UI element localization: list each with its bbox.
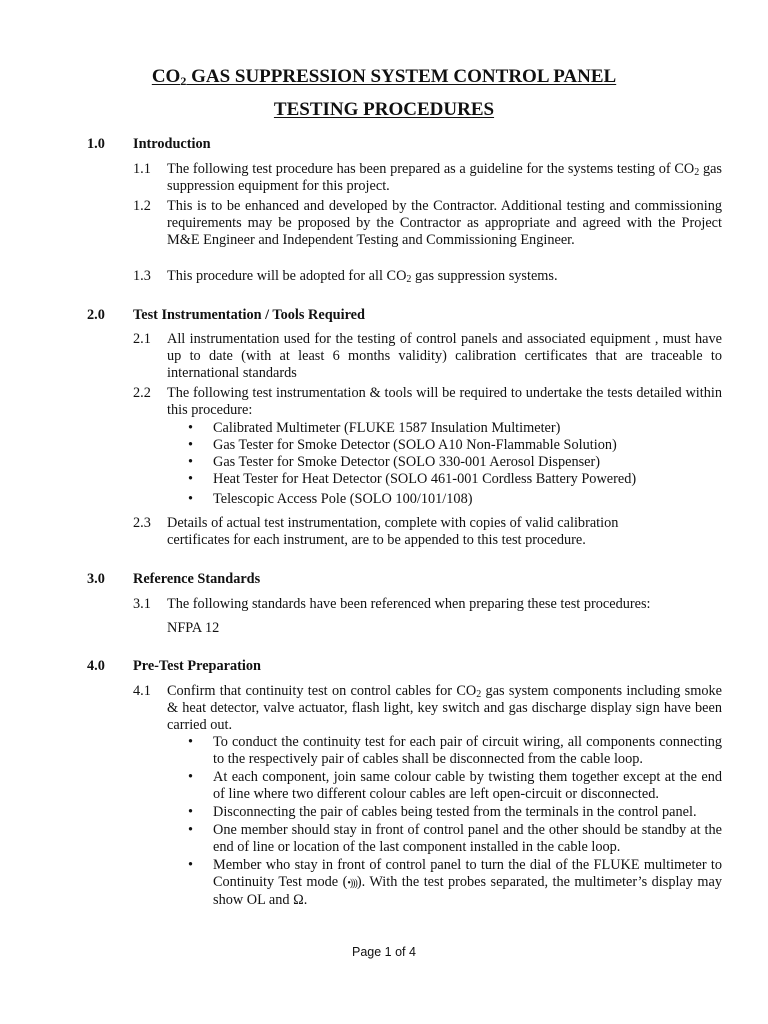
section-number: 1.0 <box>87 136 105 152</box>
list-item: • At each component, join same colour cable by twisting them together except at the end of line where two different colour cables are left open-circuit or disconnected. <box>188 769 722 802</box>
section-heading: Reference Standards <box>133 571 261 587</box>
list-item: • Heat Tester for Heat Detector (SOLO 461-001 Cordless Battery Powered) <box>188 471 637 487</box>
item-number: 4.1 <box>133 683 151 699</box>
reference-standard: NFPA 12 <box>167 620 220 636</box>
section-heading: Test Instrumentation / Tools Required <box>133 307 365 323</box>
document-title-line-1: $CO_2$ GAS SUPPRESSION SYSTEM CONTROL PANEL <box>151 66 617 88</box>
section-number: 3.0 <box>87 571 105 587</box>
list-item: • Disconnecting the pair of cables being tested from the terminals in the control panel. <box>188 804 697 820</box>
item-number: 2.2 <box>133 385 151 401</box>
bullet-icon: • <box>188 734 194 750</box>
paragraph: The following standards have been referenced when preparing these test procedures: <box>167 596 651 612</box>
continuity-icon: •))) <box>347 878 357 889</box>
bullet-icon: • <box>188 822 194 838</box>
section-heading: Introduction <box>133 136 211 152</box>
page-number: Page 1 of 4 <box>352 945 416 959</box>
item-number: 3.1 <box>133 596 151 612</box>
paragraph: This procedure will be adopted for all $CO_2$ gas suppression systems. <box>167 268 558 285</box>
list-item: • One member should stay in front of control panel and the other should be standby at the end of line or location of the last component installed in the cable loop. <box>188 822 722 855</box>
procedure-steps-list <box>188 734 722 909</box>
item-number: 1.2 <box>133 198 151 214</box>
instrument-list <box>188 420 722 508</box>
document-title-line-2: TESTING PROCEDURES <box>273 99 495 120</box>
bullet-icon: • <box>188 420 194 436</box>
section-heading: Pre-Test Preparation <box>133 658 261 674</box>
paragraph: All instrumentation used for the testing of control panels and associated equipment , must have up to date (with at least 6 months validity) calibration certificates that are traceable to international standards <box>167 331 722 381</box>
paragraph: Confirm that continuity test on control cables for $CO_2$ gas system components including smoke & heat detector, valve actuator, flash light, key switch and gas discharge display sign have been carried out. <box>167 683 722 733</box>
list-item: • To conduct the continuity test for each pair of circuit wiring, all components connecting to the respectively pair of cables shall be disconnected from the cable loop. <box>188 734 722 767</box>
bullet-icon: • <box>188 491 194 507</box>
item-number: 1.3 <box>133 268 151 284</box>
bullet-icon: • <box>188 769 194 785</box>
paragraph: The following test procedure has been prepared as a guideline for the systems testing of $CO_2$ gas suppression equipment for this project. <box>167 161 722 194</box>
item-number: 1.1 <box>133 161 151 177</box>
paragraph: The following test instrumentation & tools will be required to undertake the tests detailed within this procedure: <box>167 385 722 418</box>
section-number: 2.0 <box>87 307 105 323</box>
bullet-icon: • <box>188 857 194 873</box>
item-number: 2.1 <box>133 331 151 347</box>
bullet-icon: • <box>188 471 194 487</box>
paragraph: Details of actual test instrumentation, complete with copies of valid calibration certificates for each instrument, are to be appended to this test procedure. <box>167 515 619 548</box>
list-item: • Calibrated Multimeter (FLUKE 1587 Insulation Multimeter) <box>188 420 561 436</box>
bullet-icon: • <box>188 804 194 820</box>
list-item: • Gas Tester for Smoke Detector (SOLO 330-001 Aerosol Dispenser) <box>188 454 601 470</box>
paragraph: This is to be enhanced and developed by the Contractor. Additional testing and commissioning requirements may be proposed by the Contractor as appropriate and agreed with the Project M&E Engineer and Independent Testing and Commissioning Engineer. <box>167 198 722 248</box>
list-item: • Gas Tester for Smoke Detector (SOLO A10 Non-Flammable Solution) <box>188 437 617 453</box>
item-number: 2.3 <box>133 515 151 531</box>
list-item: • Telescopic Access Pole (SOLO 100/101/108) <box>188 491 473 507</box>
list-item: • Member who stay in front of control panel to turn the dial of the FLUKE multimeter to Continuity Test mode (•)))). With the test probes separated, the multimeter’s display may show OL and Ω. <box>188 857 722 908</box>
section-number: 4.0 <box>87 658 105 674</box>
bullet-icon: • <box>188 454 194 470</box>
bullet-icon: • <box>188 437 194 453</box>
